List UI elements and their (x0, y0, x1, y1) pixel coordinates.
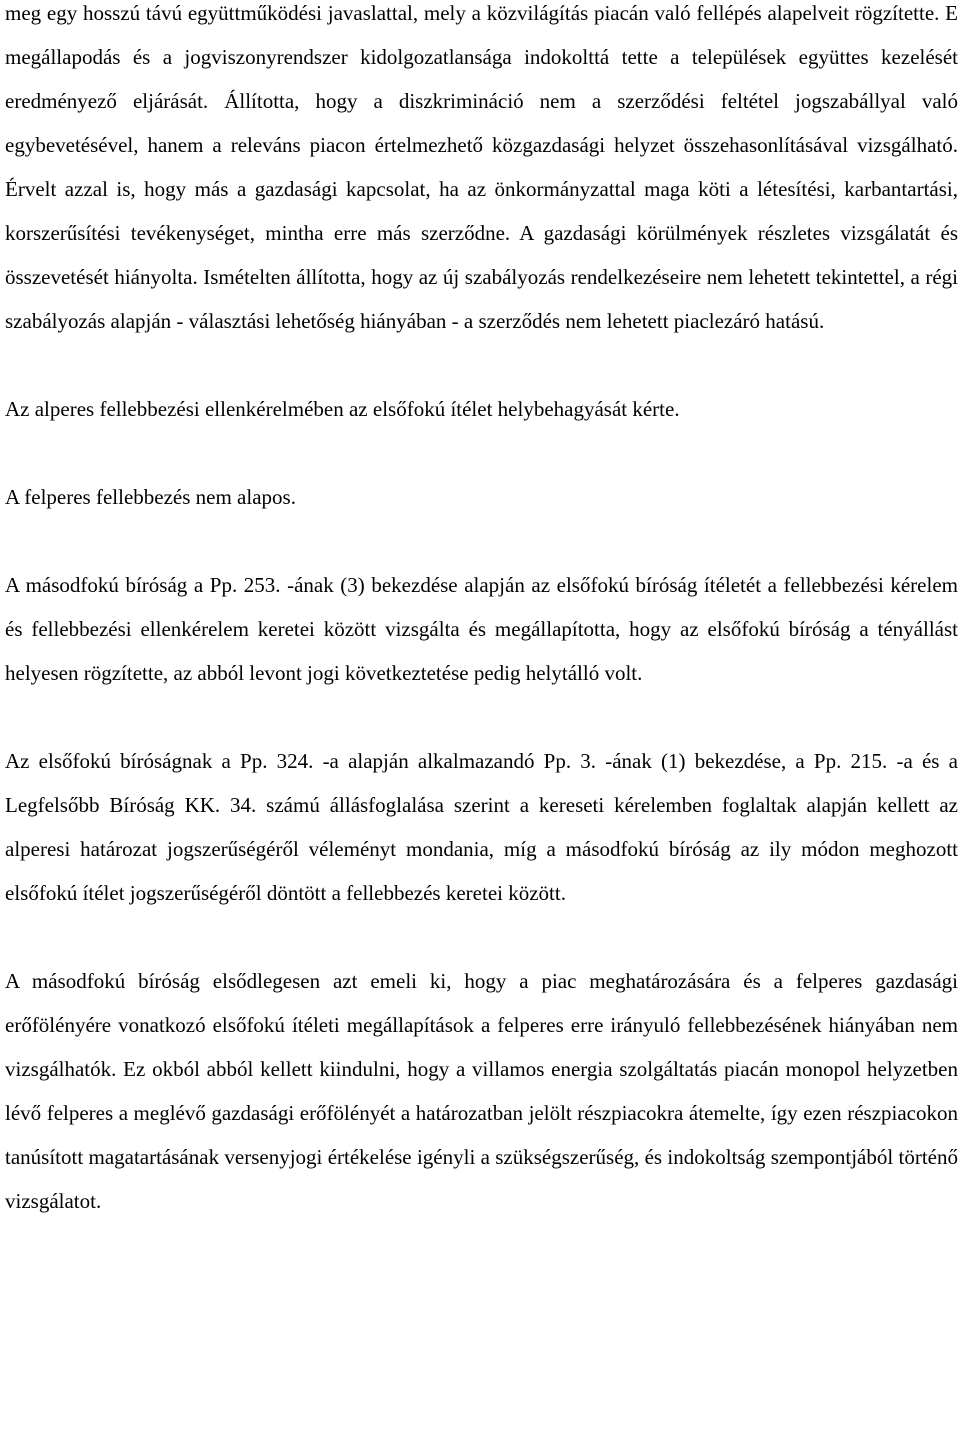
paragraph-verdict: A felperes fellebbezés nem alapos. (5, 485, 296, 509)
paragraph-analysis: A másodfokú bíróság elsődlegesen azt emeli ki, hogy a piac meghatározására és a felperes gazdasági erőfölényére vonatkozó elsőfokú ítéleti megállapítások a felperes erre irányuló fellebbezésének hiányában nem vizsgálhatók. Ez okból abból kellett kiindulni, hogy a villamos energia szolgáltatás piacán monopol helyzetben lévő felperes a meglévő gazdasági erőfölényét a határozatban jelölt részpiacokra átemelte, így ezen részpiacokon tanúsított magatartásának versenyjogi értékelése igényli a szükségszerűség, és indokoltság szempontjából történő vizsgálatot. (5, 969, 958, 1213)
paragraph-counter-request: Az alperes fellebbezési ellenkérelmében az elsőfokú ítélet helybehagyását kérte. (5, 397, 680, 421)
document-page (5, 0, 958, 1223)
paragraph-review-scope: A másodfokú bíróság a Pp. 253. -ának (3) bekezdése alapján az elsőfokú bíróság ítéletét a fellebbezési kérelem és fellebbezési ellenkérelem keretei között vizsgálta és megállapította, hogy az elsőfokú bíróság a tényállást helyesen rögzítette, az abból levont jogi következtetése pedig helytálló volt. (5, 573, 958, 685)
paragraph-argument: meg egy hosszú távú együttműködési javaslattal, mely a közvilágítás piacán való fellépés alapelveit rögzítette. E megállapodás és a jogviszonyrendszer kidolgozatlansága indokolttá tette a települések együttes kezelését eredményező eljárását. Állította, hogy a diszkrimináció nem a szerződési feltétel jogszabállyal való egybevetésével, hanem a releváns piacon értelmezhető közgazdasági helyzet összehasonlításával vizsgálható. Érvelt azzal is, hogy más a gazdasági kapcsolat, ha az önkormányzattal maga köti a létesítési, karbantartási, korszerűsítési tevékenységet, mintha erre más szerződne. A gazdasági körülmények részletes vizsgálatát és összevetését hiányolta. Ismételten állította, hogy az új szabályozás rendelkezéseire nem lehetett tekintettel, a régi szabályozás alapján - választási lehetőség hiányában - a szerződés nem lehetett piaclezáró hatású. (5, 1, 958, 333)
paragraph-legal-basis: Az elsőfokú bíróságnak a Pp. 324. -a alapján alkalmazandó Pp. 3. -ának (1) bekezdése, a Pp. 215. -a és a Legfelsőbb Bíróság KK. 34. számú állásfoglalása szerint a kereseti kérelemben foglaltak alapján kellett az alperesi határozat jogszerűségéről véleményt mondania, míg a másodfokú bíróság az ily módon meghozott elsőfokú ítélet jogszerűségéről döntött a fellebbezés keretei között. (5, 749, 958, 905)
